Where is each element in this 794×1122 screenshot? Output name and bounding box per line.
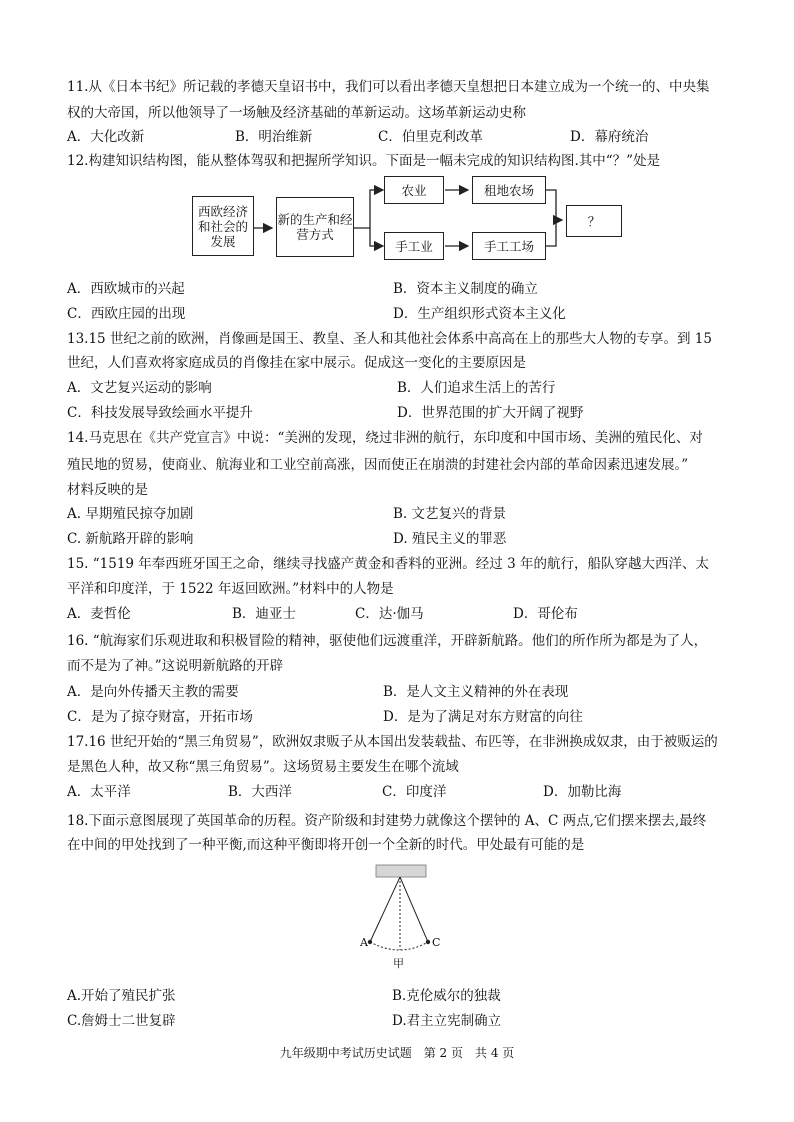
q14-stem-line1: 14.马克思在《共产党宣言》中说：“美洲的发现，绕过非洲的航行，东印度和中国市场、美洲的殖民化、对 xyxy=(67,430,703,446)
q18-option-a: A.开始了殖民扩张 xyxy=(67,988,176,1004)
q15-option-b: B．迪亚士 xyxy=(232,606,296,622)
q12-option-d: D．生产组织形式资本主义化 xyxy=(393,306,566,322)
page-footer: 九年级期中考试历史试题 第 2 页 共 4 页 xyxy=(279,1046,515,1060)
arrow-to-handicraft xyxy=(370,228,383,246)
box-new-production: 新的生产和经营方式 xyxy=(276,197,354,257)
q15-option-c: C．达·伽马 xyxy=(355,606,424,622)
q16-stem-line2: 而不是为了神。”这说明新航路的开辟 xyxy=(67,658,284,674)
q15-stem-line1: 15. “1519 年奉西班牙国王之命，继续寻找盛产黄金和香料的亚洲。经过 3 年的航行，船队穿越大西洋、太 xyxy=(67,556,709,572)
q14-option-d: D. 殖民主义的罪恶 xyxy=(393,531,507,547)
q13-stem-line1: 13.15 世纪之前的欧洲，肖像画是国王、教皇、圣人和其他社会体系中高高在上的那些大人物的专享。到 15 xyxy=(67,331,712,347)
q16-option-b: B．是人文主义精神的外在表现 xyxy=(383,684,569,700)
q18-option-c: C.詹姆士二世复辟 xyxy=(67,1013,176,1029)
q11-option-a: A．大化改新 xyxy=(67,129,145,145)
q12-option-c: C．西欧庄园的出现 xyxy=(67,306,186,322)
box-handicraft: 手工业 xyxy=(384,232,444,260)
q18-stem-line1: 18.下面示意图展现了英国革命的历程。资产阶级和封建势力就像这个摆钟的 A、C 两点,它们摆来摆去,最终 xyxy=(67,813,707,829)
q13-option-b: B．人们追求生活上的苦行 xyxy=(397,380,556,396)
q13-option-d: D．世界范围的扩大开阔了视野 xyxy=(397,405,584,421)
q18-option-d: D.君主立宪制确立 xyxy=(392,1013,502,1029)
q18-stem-line2: 在中间的甲处找到了一种平衡,而这种平衡即将开创一个全新的时代。甲处最有可能的是 xyxy=(67,837,585,853)
q17-stem-line1: 17.16 世纪开始的“黑三角贸易”，欧洲奴隶贩子从本国出发装载盐、布匹等，在非洲换成奴隶，由于被贩运的 xyxy=(67,734,718,750)
box-western-economy: 西欧经济和社会的发展 xyxy=(192,196,254,256)
q15-option-d: D．哥伦布 xyxy=(513,606,578,622)
q11-stem-line1: 11.从《日本书纪》所记载的孝德天皇诏书中，我们可以看出孝德天皇想把日本建立成为一个统一的、中央集 xyxy=(67,79,710,95)
box-question: ？ xyxy=(566,205,622,237)
q11-option-b: B．明治维新 xyxy=(235,129,313,145)
q16-option-a: A．是向外传播天主教的需要 xyxy=(67,684,239,700)
q14-option-a: A. 早期殖民掠夺加剧 xyxy=(67,506,194,522)
pendulum-pivot-bar xyxy=(376,865,426,877)
arrow-to-agriculture xyxy=(353,190,383,228)
q13-stem-line2: 世纪，人们喜欢将家庭成员的肖像挂在家中展示。促成这一变化的主要原因是 xyxy=(67,355,526,371)
q11-option-c: C．伯里克利改革 xyxy=(378,129,483,145)
q14-stem-line3: 材料反映的是 xyxy=(67,482,148,498)
q12-option-a: A．西欧城市的兴起 xyxy=(67,281,185,297)
q17-option-d: D．加勒比海 xyxy=(543,784,622,800)
label-jia: 甲 xyxy=(393,957,404,970)
box-agriculture: 农业 xyxy=(384,176,444,204)
q11-option-d: D．幕府统治 xyxy=(570,129,649,145)
q13-option-c: C．科技发展导致绘画水平提升 xyxy=(67,405,253,421)
q17-stem-line2: 是黑色人种，故又称“黑三角贸易”。这场贸易主要发生在哪个流域 xyxy=(67,759,459,775)
q14-stem-line2: 殖民地的贸易，使商业、航海业和工业空前高涨，因而使正在崩溃的封建社会内部的革命因素迅速发展。” xyxy=(67,457,689,473)
box-tenant-farm: 租地农场 xyxy=(472,176,546,204)
box-workshop: 手工工场 xyxy=(472,232,546,260)
q12-stem: 12.构建知识结构图，能从整体驾驭和把握所学知识。下面是一幅未完成的知识结构图.其中“？”处是 xyxy=(67,153,661,169)
pendulum-string-c xyxy=(400,877,428,942)
q16-option-c: C．是为了掠夺财富，开拓市场 xyxy=(67,709,253,725)
label-a: A xyxy=(360,936,368,949)
q18-option-b: B.克伦威尔的独裁 xyxy=(392,988,501,1004)
q16-option-d: D．是为了满足对东方财富的向往 xyxy=(383,709,583,725)
pendulum-string-a xyxy=(370,877,400,942)
point-a xyxy=(368,940,372,944)
bracket xyxy=(546,190,556,246)
q15-stem-line2: 平洋和印度洋，于 1522 年返回欧洲。”材料中的人物是 xyxy=(67,581,394,597)
q17-option-a: A．太平洋 xyxy=(67,784,131,800)
q12-option-b: B．资本主义制度的确立 xyxy=(393,281,538,297)
pendulum-arc xyxy=(370,942,428,950)
q14-option-c: C. 新航路开辟的影响 xyxy=(67,531,194,547)
q14-option-b: B. 文艺复兴的背景 xyxy=(393,506,507,522)
q17-option-c: C．印度洋 xyxy=(382,784,447,800)
q16-stem-line1: 16. “航海家们乐观进取和积极冒险的精神，驱使他们远渡重洋，开辟新航路。他们的所作所为都是为了人， xyxy=(67,633,708,649)
label-c: C xyxy=(432,936,441,949)
q13-option-a: A．文艺复兴运动的影响 xyxy=(67,380,212,396)
q15-option-a: A．麦哲伦 xyxy=(67,606,131,622)
point-c xyxy=(426,940,430,944)
q11-stem-line2: 权的大帝国，所以他领导了一场触及经济基础的革新运动。这场革新运动史称 xyxy=(67,105,526,121)
q17-option-b: B．大西洋 xyxy=(228,784,292,800)
